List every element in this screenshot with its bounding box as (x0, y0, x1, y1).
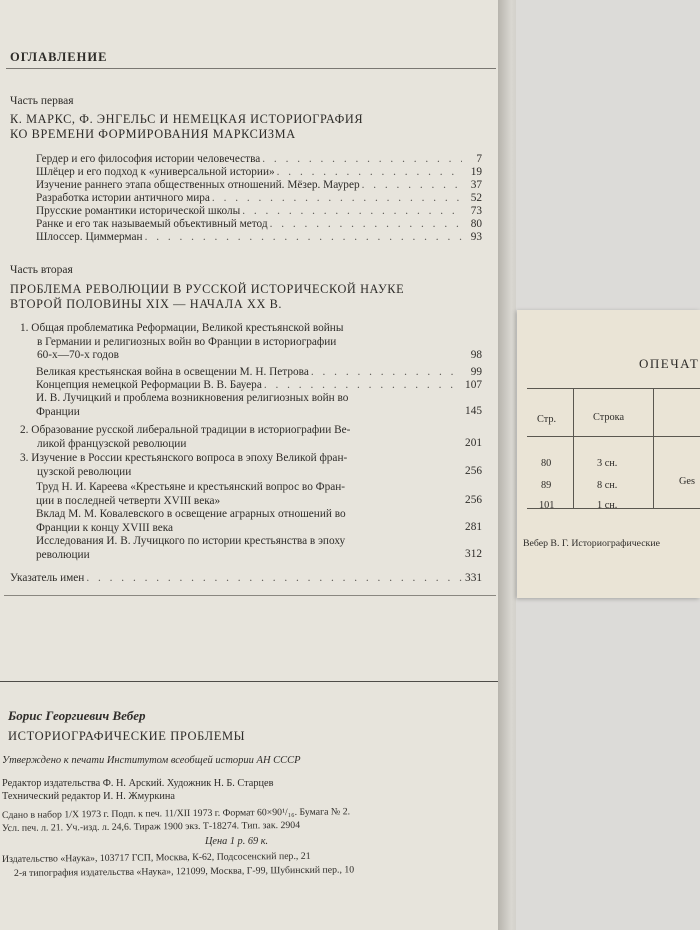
errata-row-page: 80 (541, 458, 552, 469)
toc-entry: Гердер и его философия истории человечества . . . 7 (36, 153, 482, 167)
imprint-approved: Утверждено к печати Институтом всеобщей истории АН СССР (2, 755, 301, 766)
imprint-title: ИСТОРИОГРАФИЧЕСКИЕ ПРОБЛЕМЫ (8, 729, 246, 743)
part2-label: Часть вторая (10, 264, 73, 276)
errata-footer: Вебер В. Г. Историографические (523, 538, 660, 549)
errata-table-rule (653, 388, 654, 508)
errata-title: ОПЕЧАТ (639, 356, 700, 371)
toc-entry-multiline: Исследования И. В. Лучицкого по истории крестьянства в эпоху революции (36, 535, 346, 561)
errata-row-line: 3 сн. (597, 458, 618, 469)
errata-col-page: Стр. (537, 414, 557, 425)
imprint-tech-editor: Технический редактор И. Н. Жмуркина (2, 791, 175, 802)
imprint-author: Борис Георгиевич Вебер (8, 708, 146, 723)
errata-table-rule (573, 388, 574, 508)
toc-entry: Ранке и его так называемый объективный метод . . . 80 (36, 218, 482, 232)
part1-title-line1: К. МАРКС, Ф. ЭНГЕЛЬС И НЕМЕЦКАЯ ИСТОРИОГРАФИЯ (10, 112, 364, 126)
toc-page: 281 (465, 521, 482, 533)
toc-page: 145 (465, 405, 482, 417)
imprint-price: Цена 1 р. 69 к. (205, 836, 269, 847)
errata-row-line: 1 сн. (597, 500, 618, 511)
toc-entry-multiline: Труд Н. И. Кареева «Крестьяне и крестьянский вопрос во Фран- ции в последней четверти XVIII века» (36, 481, 346, 507)
toc-chapter-3: 3. Изучение в России крестьянского вопроса в эпоху Великой фран- цузской революции (20, 452, 348, 478)
imprint-rule (0, 681, 500, 682)
toc-page: 256 (465, 494, 482, 506)
toc-entry: Великая крестьянская война в освещении М. Н. Петрова . . . 99 (36, 366, 482, 380)
errata-col-line: Строка (593, 412, 625, 423)
part2-title-line2: ВТОРОЙ ПОЛОВИНЫ XIX — НАЧАЛА XX В. (10, 297, 283, 311)
imprint-sent: Сдано в набор 1/X 1973 г. Подп. к печ. 11/XII 1973 г. Формат 60×90¹/₁₆. Бумага № 2. (1, 806, 351, 821)
toc-entry: Концепция немецкой Реформации В. В. Бауера . . . 107 (36, 379, 482, 393)
errata-row-line: 8 сн. (597, 480, 618, 491)
errata-row-page: 89 (541, 480, 552, 491)
toc-entry-index: Указатель имен . . . 331 (10, 572, 482, 586)
toc-chapter-2: 2. Образование русской либеральной традиции в историографии Ве- ликой французской революции (20, 424, 351, 450)
part2-title-line1: ПРОБЛЕМА РЕВОЛЮЦИИ В РУССКОЙ ИСТОРИЧЕСКОЙ НАУКЕ (10, 282, 405, 296)
toc-page: 256 (465, 465, 482, 477)
toc-entry: Шлоссер. Циммерман . . . 93 (36, 231, 482, 245)
imprint-printer: 2-я типография издательства «Наука», 121099, Москва, Г-99, Шубинский пер., 10 (13, 864, 355, 879)
toc-page: 201 (465, 437, 482, 449)
errata-row-page: 101 (539, 500, 555, 511)
imprint-volume: Усл. печ. л. 21. Уч.-изд. л. 24,6. Тираж 1900 экз. Т-18274. Тип. зак. 2904 (1, 819, 301, 834)
section-divider (4, 595, 496, 596)
heading-rule (6, 68, 496, 69)
toc-entry-multiline: Вклад М. М. Ковалевского в освещение аграрных отношений во Франции к концу XVIII века (36, 508, 346, 534)
toc-entry: Разработка истории античного мира . . . 52 (36, 192, 482, 206)
errata-table-rule (527, 436, 700, 437)
toc-heading: ОГЛАВЛЕНИЕ (10, 50, 108, 64)
errata-table-rule (527, 388, 700, 389)
toc-entry: Прусские романтики исторической школы . . . 73 (36, 205, 482, 219)
toc-page: 312 (465, 548, 482, 560)
part1-title-line2: КО ВРЕМЕНИ ФОРМИРОВАНИЯ МАРКСИЗМА (10, 127, 296, 141)
toc-entry: Изучение раннего этапа общественных отношений. Мёзер. Маурер . . . 37 (36, 179, 482, 193)
errata-slip (517, 310, 700, 598)
imprint-editor: Редактор издательства Ф. Н. Арский. Художник Н. Б. Старцев (2, 778, 274, 789)
toc-entry-multiline: И. В. Лучицкий и проблема возникновения религиозных войн во Франции (36, 392, 349, 418)
toc-page: 98 (470, 349, 482, 361)
part1-label: Часть первая (10, 95, 74, 107)
toc-chapter-1: 1. Общая проблематика Реформации, Великой крестьянской войны в Германии и религиозных войн во Франции в историографии 60-х—70-х годов (20, 322, 344, 361)
imprint-publisher: Издательство «Наука», 103717 ГСП, Москва, К-62, Подсосенский пер., 21 (1, 850, 311, 865)
toc-entry: Шлёцер и его подход к «универсальной истории» . . . 19 (36, 166, 482, 180)
errata-partial-text: Ges (679, 476, 696, 487)
